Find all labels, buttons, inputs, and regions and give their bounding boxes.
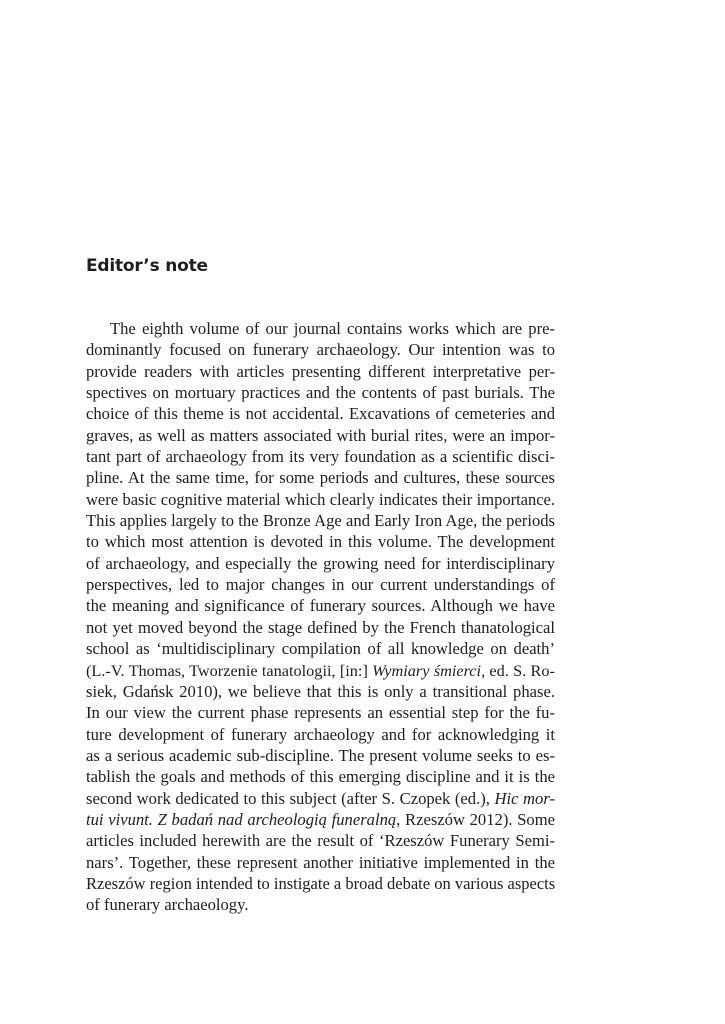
book-title: Hic mor- xyxy=(494,788,555,808)
text-line: provide readers with articles presenting different interpretative per- xyxy=(86,361,555,381)
text-line: as a serious academic sub-discipline. The present volume seeks to es- xyxy=(86,745,555,765)
text-line: choice of this theme is not accidental. Excavations of cemeteries and xyxy=(86,404,555,424)
text-line: perspectives, led to major changes in our current understandings of xyxy=(86,575,555,595)
text-line xyxy=(86,809,555,830)
text-line: articles included herewith are the result of ‘Rzeszów Funerary Semi- xyxy=(86,831,555,851)
text-run: (L.-V. Thomas, Tworzenie tanatologii, [in:] xyxy=(86,660,373,680)
book-title: Wymiary śmierci xyxy=(372,660,482,680)
text-line: graves, as well as matters associated with burial rites, were an impor- xyxy=(86,425,555,445)
book-title: tui vivunt. Z badań nad archeologią funeralną xyxy=(86,809,397,829)
text-line: were basic cognitive material which clearly indicates their importance. xyxy=(86,489,555,509)
text-line: In our view the current phase represents an essential step for the fu- xyxy=(86,703,555,723)
text-line: tant part of archaeology from its very foundation as a scientific disci- xyxy=(86,447,555,467)
text-run: , ed. S. Ro- xyxy=(481,660,555,680)
text-line: of archaeology, and especially the growing need for interdisciplinary xyxy=(86,553,555,573)
text-line: dominantly focused on funerary archaeology. Our intention was to xyxy=(86,340,555,360)
text-line: not yet moved beyond the stage defined by the French thanatological xyxy=(86,617,555,637)
text-line: the meaning and significance of funerary sources. Although we have xyxy=(86,596,555,616)
text-line: tablish the goals and methods of this emerging discipline and it is the xyxy=(86,767,555,787)
text-line: pline. At the same time, for some periods and cultures, these sources xyxy=(86,468,555,488)
text-line: spectives on mortuary practices and the contents of past burials. The xyxy=(86,383,555,403)
body-paragraph xyxy=(86,318,555,916)
text-run: , Rzeszów 2012). Some xyxy=(396,809,556,829)
text-line: to which most attention is devoted in this volume. The development xyxy=(86,532,555,552)
text-line: This applies largely to the Bronze Age and Early Iron Age, the periods xyxy=(86,511,555,531)
text-line: siek, Gdańsk 2010), we believe that this is only a transitional phase. xyxy=(86,681,555,701)
text-line: The eighth volume of our journal contains works which are pre- xyxy=(110,319,555,338)
text-line xyxy=(86,660,555,681)
text-run: second work dedicated to this subject (after S. Czopek (ed.), xyxy=(86,788,495,808)
text-line: ture development of funerary archaeology and for acknowledging it xyxy=(86,724,555,744)
text-line: Rzeszów region intended to instigate a broad debate on various aspects xyxy=(86,873,556,893)
text-line: of funerary archaeology. xyxy=(86,895,249,915)
section-heading: Editor’s note xyxy=(86,256,208,276)
text-line xyxy=(86,788,555,809)
text-line: nars’. Together, these represent another initiative implemented in the xyxy=(86,852,555,872)
text-line: school as ‘multidisciplinary compilation of all knowledge on death’ xyxy=(86,639,555,659)
